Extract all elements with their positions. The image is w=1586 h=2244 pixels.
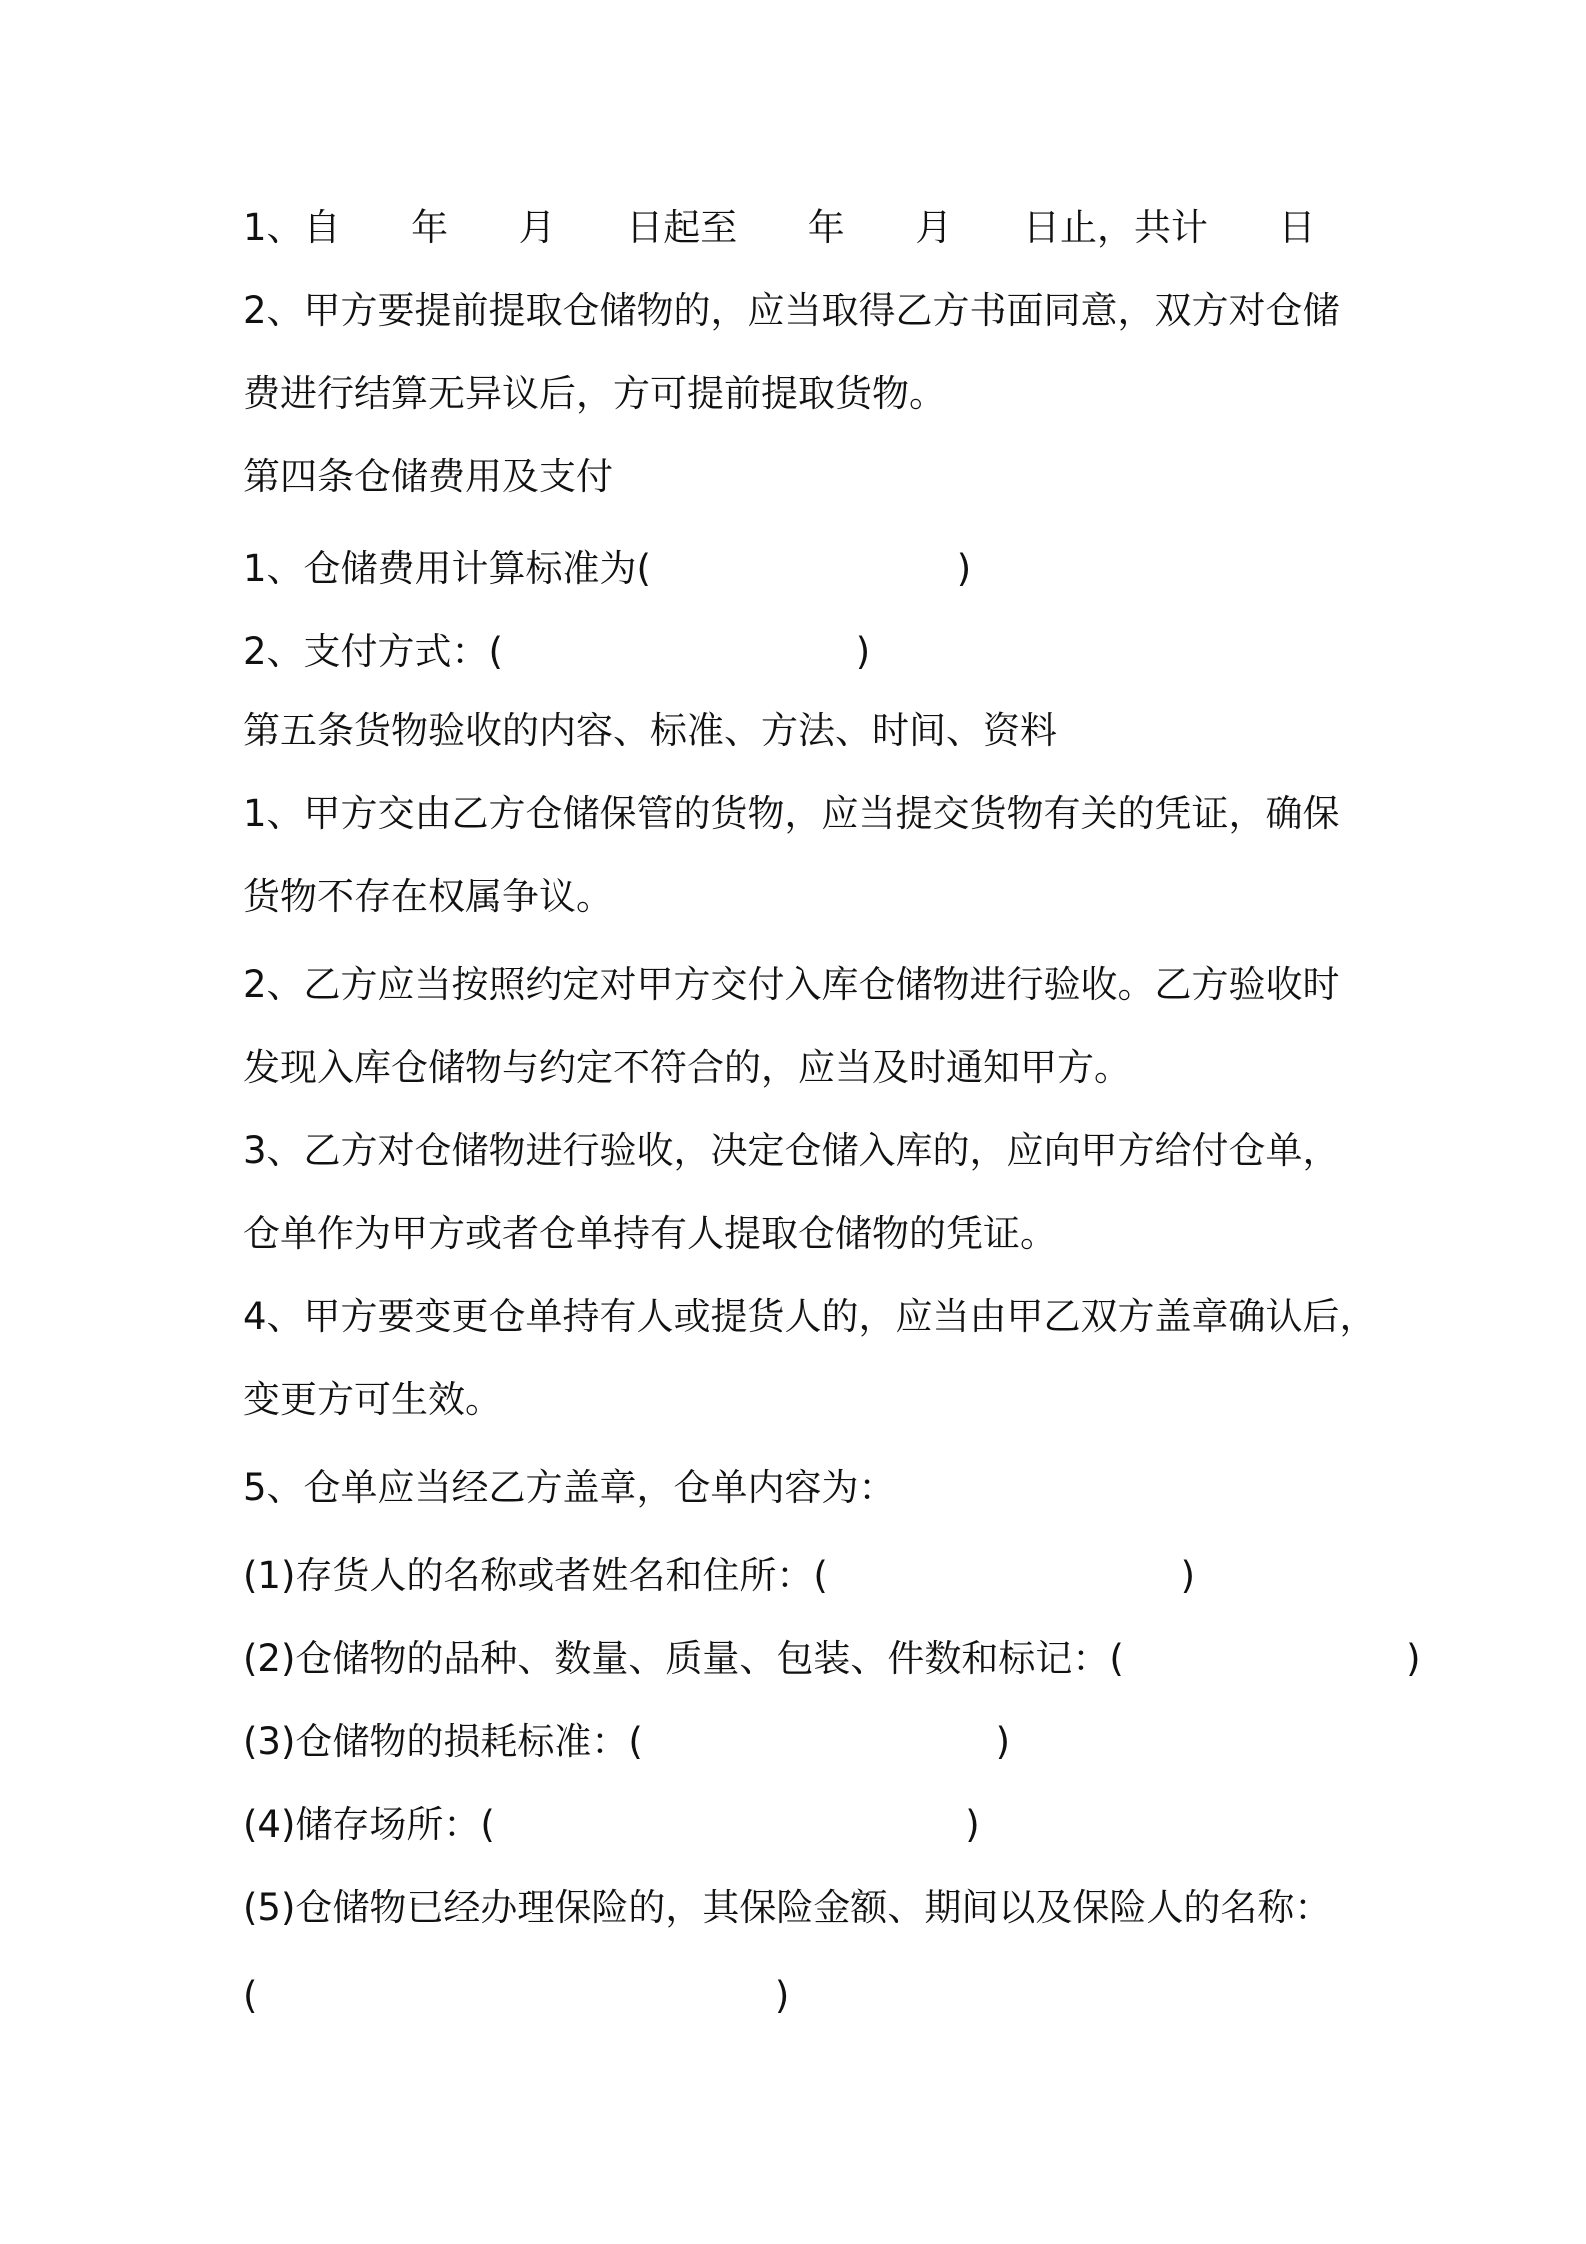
clause-3-item-2-line-1: 2、甲方要提前提取仓储物的，应当取得乙方书面同意，双方对仓储 — [243, 289, 1340, 332]
clause-5-item-3-line-1: 3、乙方对仓储物进行验收，决定仓储入库的，应向甲方给付仓单， — [243, 1129, 1340, 1172]
clause-5-item-5: 5、仓单应当经乙方盖章，仓单内容为： — [243, 1466, 896, 1509]
clause-4-item-2: 2、支付方式：( ) — [243, 630, 871, 673]
warehouse-receipt-field-5-blank: ( ) — [243, 1974, 790, 2017]
warehouse-receipt-field-5: (5)仓储物已经办理保险的，其保险金额、期间以及保险人的名称： — [243, 1886, 1332, 1929]
clause-5-heading: 第五条货物验收的内容、标准、方法、时间、资料 — [243, 709, 1057, 752]
warehouse-receipt-field-4: (4)储存场所：( ) — [243, 1803, 980, 1846]
clause-5-item-4-line-2: 变更方可生效。 — [243, 1378, 502, 1421]
clause-5-item-2-line-1: 2、乙方应当按照约定对甲方交付入库仓储物进行验收。乙方验收时 — [243, 963, 1340, 1006]
clause-5-item-1-line-2: 货物不存在权属争议。 — [243, 875, 613, 918]
clause-4-heading: 第四条仓储费用及支付 — [243, 455, 613, 498]
clause-3-item-1-term: 1、自 年 月 日起至 年 月 日止，共计 日 — [243, 206, 1316, 249]
clause-5-item-4-line-1: 4、甲方要变更仓单持有人或提货人的，应当由甲乙双方盖章确认后， — [243, 1295, 1377, 1338]
clause-3-item-2-line-2: 费进行结算无异议后，方可提前提取货物。 — [243, 372, 946, 415]
clause-5-item-1-line-1: 1、甲方交由乙方仓储保管的货物，应当提交货物有关的凭证，确保 — [243, 792, 1340, 835]
warehouse-receipt-field-3: (3)仓储物的损耗标准：( ) — [243, 1720, 1011, 1763]
clause-5-item-2-line-2: 发现入库仓储物与约定不符合的，应当及时通知甲方。 — [243, 1046, 1131, 1089]
clause-4-item-1: 1、仓储费用计算标准为( ) — [243, 547, 972, 590]
warehouse-receipt-field-2: (2)仓储物的品种、数量、质量、包装、件数和标记：( ) — [243, 1637, 1421, 1680]
clause-5-item-3-line-2: 仓单作为甲方或者仓单持有人提取仓储物的凭证。 — [243, 1212, 1057, 1255]
warehouse-receipt-field-1: (1)存货人的名称或者姓名和住所：( ) — [243, 1554, 1196, 1597]
